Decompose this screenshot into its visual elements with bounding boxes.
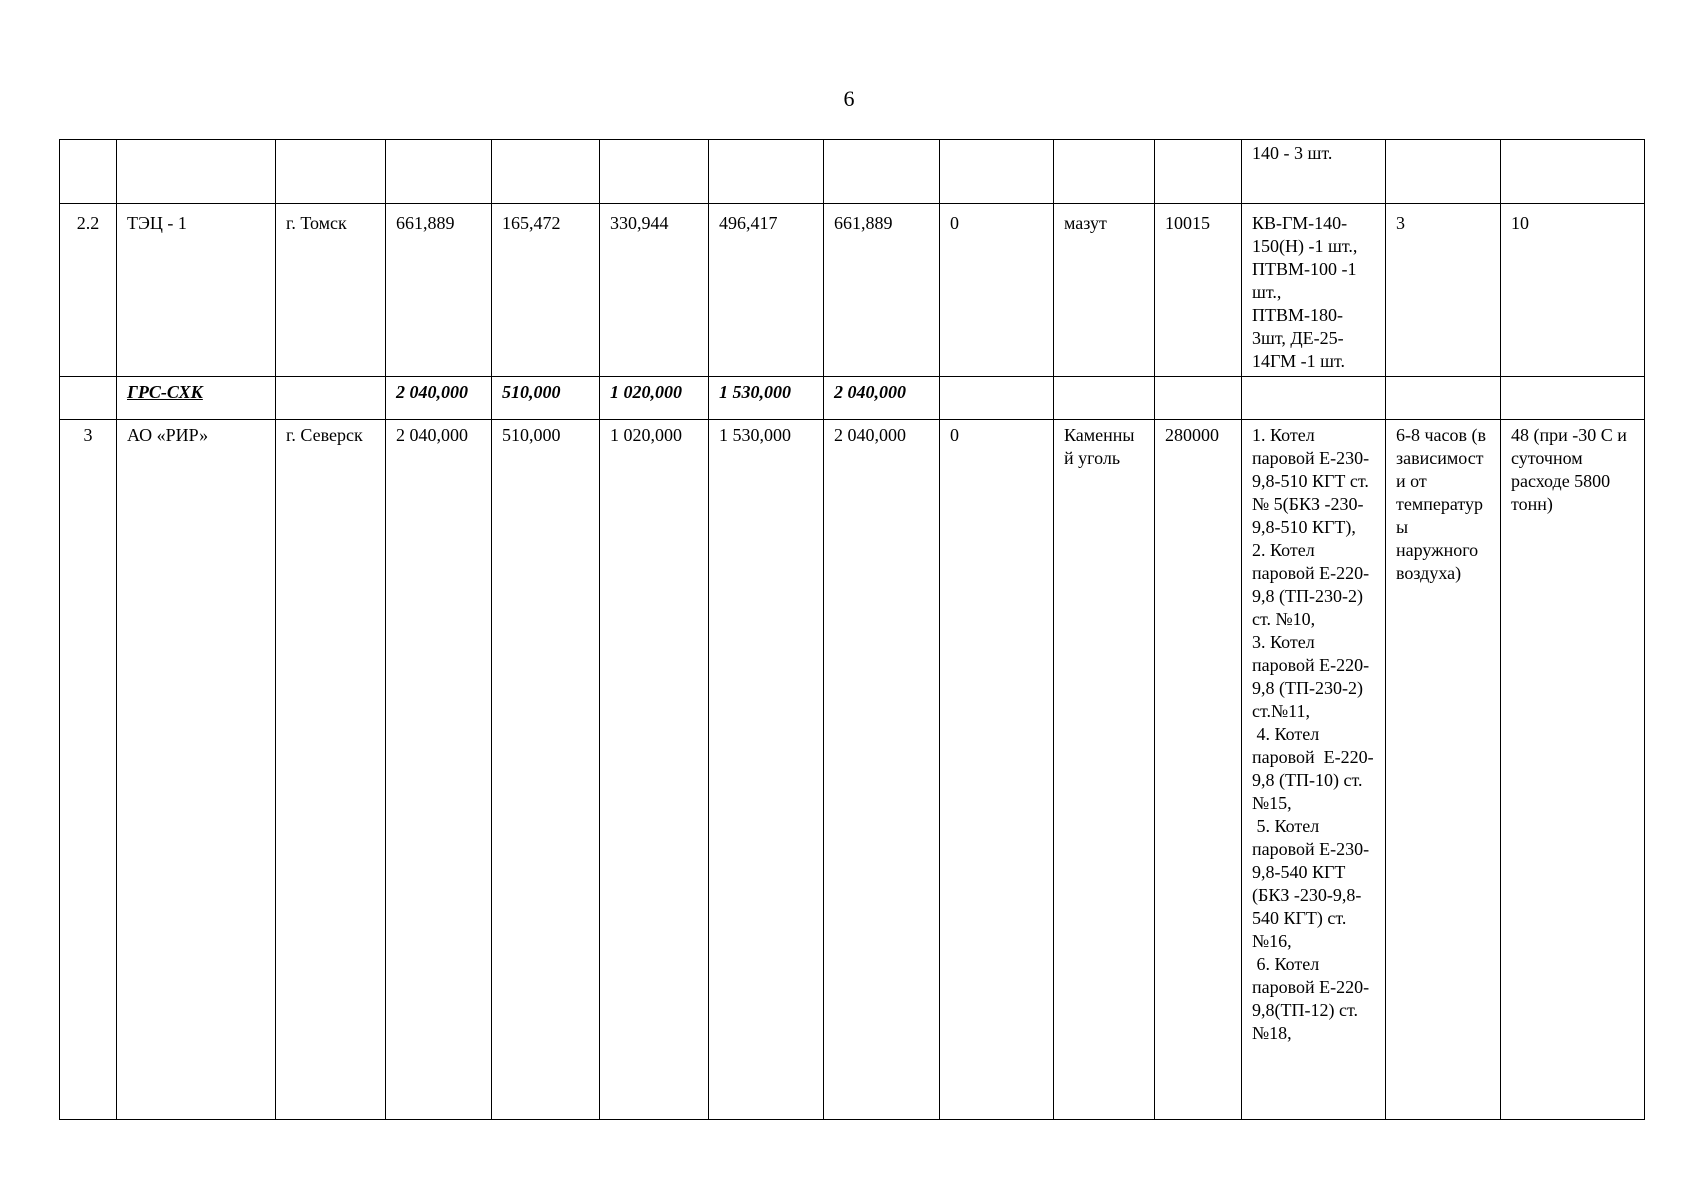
page-number: 6	[843, 86, 855, 111]
cell-index	[60, 140, 117, 204]
cell-reserve	[1501, 140, 1645, 204]
cell-value-3: 1 020,000	[600, 420, 709, 1120]
cell-fuel-amount: 10015	[1155, 204, 1242, 377]
cell-fuel-amount: 280000	[1155, 420, 1242, 1120]
cell-value-5: 661,889	[824, 204, 940, 377]
cell-value-6: 0	[940, 204, 1054, 377]
cell-value-1: 2 040,000	[386, 420, 492, 1120]
table-row	[60, 140, 1645, 204]
cell-reserve	[1501, 377, 1645, 420]
cell-fuel-amount	[1155, 140, 1242, 204]
cell-value-5: 2 040,000	[824, 377, 940, 420]
cell-time: 6-8 часов (в зависимости от температуры наружного воздуха)	[1386, 420, 1501, 1120]
table-row	[60, 204, 1645, 377]
cell-location: г. Северск	[276, 420, 386, 1120]
cell-location	[276, 140, 386, 204]
cell-time: 3	[1386, 204, 1501, 377]
cell-equipment: 140 - 3 шт.	[1242, 140, 1386, 204]
cell-fuel	[1054, 140, 1155, 204]
cell-fuel: мазут	[1054, 204, 1155, 377]
cell-value-4	[709, 140, 824, 204]
cell-value-6	[940, 140, 1054, 204]
cell-object: АО «РИР»	[117, 420, 276, 1120]
cell-index: 3	[60, 420, 117, 1120]
cell-location	[276, 377, 386, 420]
cell-object	[117, 140, 276, 204]
cell-value-4: 496,417	[709, 204, 824, 377]
cell-value-5	[824, 140, 940, 204]
cell-equipment: КВ-ГМ-140-150(Н) -1 шт., ПТВМ-100 -1 шт., ПТВМ-180-3шт, ДЕ-25-14ГМ -1 шт.	[1242, 204, 1386, 377]
cell-value-6: 0	[940, 420, 1054, 1120]
cell-reserve: 10	[1501, 204, 1645, 377]
cell-fuel: Каменный уголь	[1054, 420, 1155, 1120]
cell-value-2	[492, 140, 600, 204]
cell-value-1: 2 040,000	[386, 377, 492, 420]
cell-reserve: 48 (при -30 С и суточном расходе 5800 тонн)	[1501, 420, 1645, 1120]
cell-value-3	[600, 140, 709, 204]
cell-value-4: 1 530,000	[709, 377, 824, 420]
cell-value-6	[940, 377, 1054, 420]
cell-time	[1386, 140, 1501, 204]
cell-value-3: 1 020,000	[600, 377, 709, 420]
table-row-subtotal	[60, 377, 1645, 420]
table-row	[60, 420, 1645, 1120]
cell-object: ТЭЦ - 1	[117, 204, 276, 377]
cell-fuel-amount	[1155, 377, 1242, 420]
cell-time	[1386, 377, 1501, 420]
cell-value-5: 2 040,000	[824, 420, 940, 1120]
cell-value-2: 510,000	[492, 377, 600, 420]
cell-value-2: 165,472	[492, 204, 600, 377]
cell-index	[60, 377, 117, 420]
cell-fuel	[1054, 377, 1155, 420]
cell-value-1	[386, 140, 492, 204]
cell-equipment: 1. Котел паровой Е-230-9,8-510 КГТ ст.№ 5(БКЗ -230-9,8-510 КГТ), 2. Котел паровой Е-220-9,8 (ТП-230-2) ст. №10, 3. Котел паровой Е-220-9,8 (ТП-230-2) ст.№11, 4. Котел паровой Е-220-9,8 (ТП-10) ст.№15, 5. Котел паровой Е-230-9,8-540 КГТ (БКЗ -230-9,8-540 КГТ) ст.№16, 6. Котел паровой Е-220-9,8(ТП-12) ст.№18,	[1242, 420, 1386, 1120]
cell-location: г. Томск	[276, 204, 386, 377]
cell-value-3: 330,944	[600, 204, 709, 377]
cell-value-2: 510,000	[492, 420, 600, 1120]
cell-equipment	[1242, 377, 1386, 420]
data-table	[59, 139, 1645, 1120]
cell-value-4: 1 530,000	[709, 420, 824, 1120]
cell-value-1: 661,889	[386, 204, 492, 377]
cell-index: 2.2	[60, 204, 117, 377]
cell-object: ГРС-СХК	[117, 377, 276, 420]
